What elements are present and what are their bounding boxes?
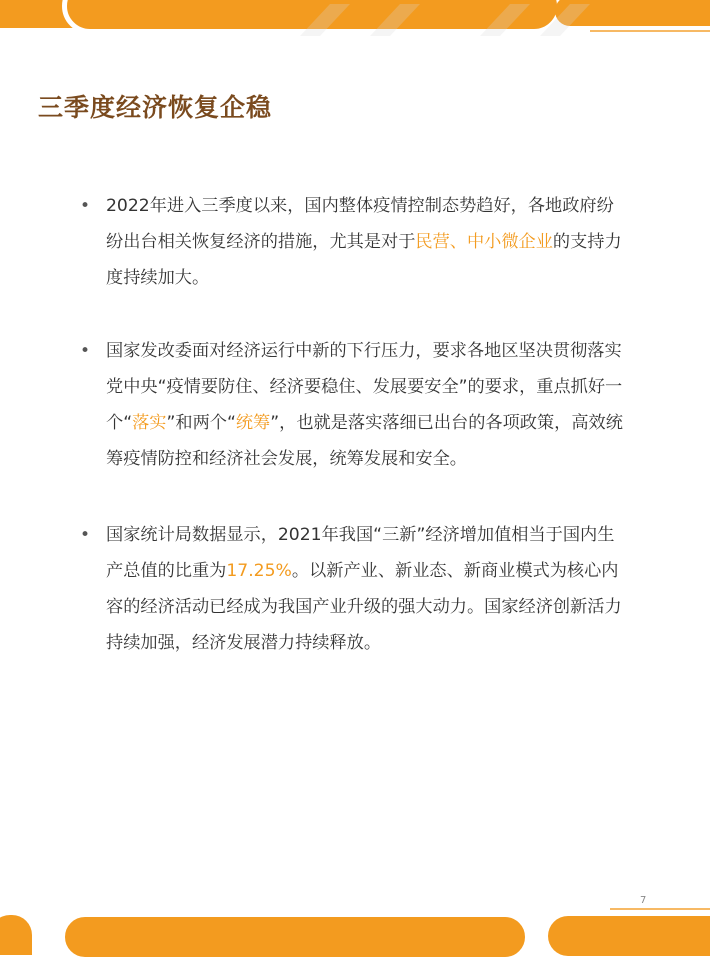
- top-divider-line: [590, 30, 710, 32]
- text-segment: 2022年进入三季度以来，国内整体疫情控制态势趋好，各地政府纷纷出台相关恢复经济的措施，尤其是对于: [106, 196, 614, 252]
- bullet-list: [80, 188, 625, 698]
- bullet-text: [106, 341, 623, 469]
- bullet-text: [106, 525, 622, 653]
- text-segment: 国家发改委面对经济运行中新的下行压力，要求各地区坚决贯彻落实党中央“疫情要防住、经济要稳住、发展要安全”的要求，重点抓好一个“: [106, 341, 623, 433]
- text-segment: ”和两个“: [166, 413, 236, 433]
- page-number: 7: [640, 895, 647, 906]
- text-segment: 的支持力度持续加大。: [106, 232, 622, 288]
- list-item: [80, 188, 625, 296]
- list-item: [80, 517, 625, 661]
- bullet-icon: •: [80, 525, 91, 545]
- highlight-text: 落实: [132, 413, 167, 433]
- bullet-text: [106, 196, 622, 288]
- bullet-icon: •: [80, 196, 91, 216]
- bullet-icon: •: [80, 341, 91, 361]
- bottom-divider-line: [610, 908, 710, 910]
- list-item: [80, 333, 625, 477]
- page-title: 三季度经济恢复企稳: [38, 93, 273, 122]
- bottom-left-decoration: [0, 915, 32, 955]
- text-segment: ”，也就是落实落细已出台的各项政策，高效统筹疫情防控和经济社会发展，统筹发展和安全。: [106, 413, 623, 469]
- text-segment: 。以新产业、新业态、新商业模式为核心内容的经济活动已经成为我国产业升级的强大动力。国家经济创新活力持续加强，经济发展潜力持续释放。: [106, 561, 622, 653]
- highlight-text: 17.25%: [226, 561, 292, 581]
- bottom-banner-decoration: [60, 912, 530, 962]
- header-watermark: [290, 4, 600, 36]
- highlight-text: 民营、中小微企业: [415, 232, 553, 252]
- bottom-right-decoration: [548, 916, 710, 956]
- highlight-text: 统筹: [235, 413, 271, 433]
- text-segment: 国家统计局数据显示，2021年我国“三新”经济增加值相当于国内生产总值的比重为: [106, 525, 615, 581]
